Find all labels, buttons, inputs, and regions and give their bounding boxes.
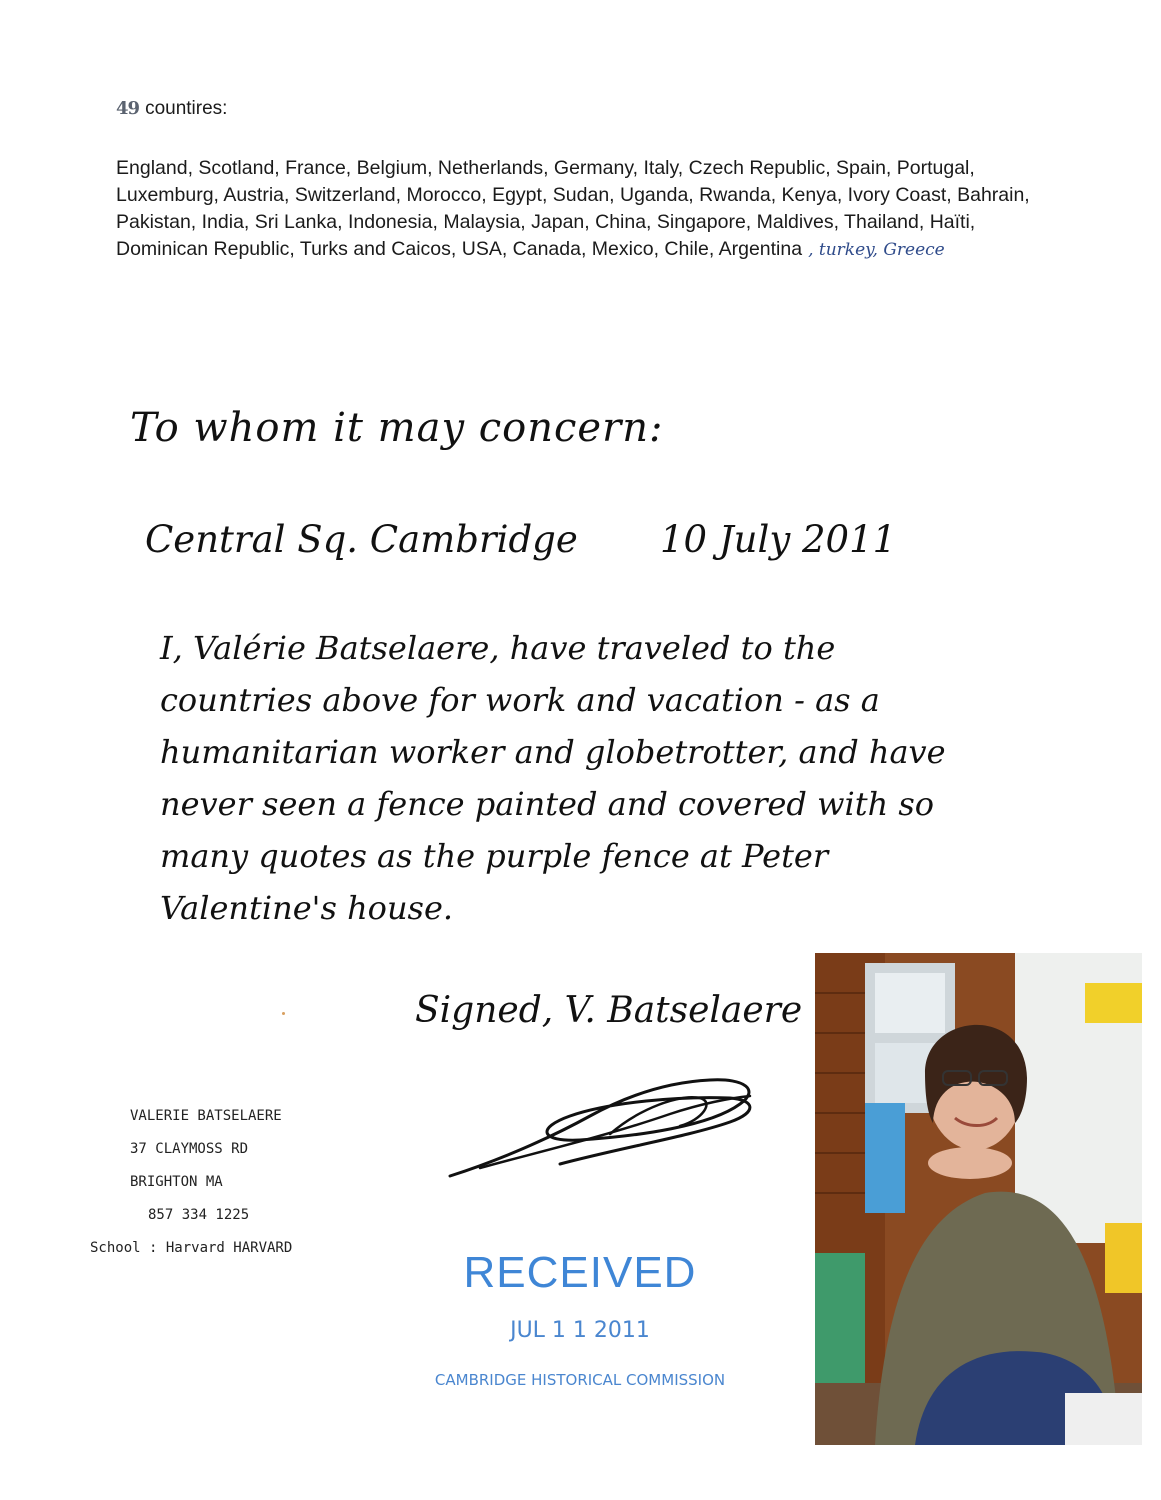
portrait-photo-illustration [815,953,1142,1445]
contact-school: School : Harvard HARVARD [90,1240,293,1256]
letter-signed: Signed, V. Batselaere [415,990,803,1031]
country-count-label: countires: [145,98,228,119]
letter-date: 10 July 2011 [660,518,897,561]
contact-block [90,1108,292,1273]
contact-city: BRIGHTON MA [130,1174,223,1190]
contact-phone: 857 334 1225 [148,1207,250,1223]
stamp-title: RECEIVED [463,1248,697,1297]
portrait-photo [815,953,1142,1445]
received-stamp [420,1248,740,1389]
country-list-typed: England, Scotland, France, Belgium, Netherlands, Germany, Italy, Czech Republic, Spain, Portugal, Luxemburg, Austria, Switzerland, Morocco, Egypt, Sudan, Uganda, Rwanda, Kenya, Ivory Coast, Bahrain, Pakistan, India, Sri Lanka, Indonesia, Malaysia, Japan, China, Singapore, Maldives, Thailand, Haïti, Dominican Republic, Turks and Caicos, USA, Canada, Mexico, Chile, Argentina [116,157,1030,260]
stamp-organization: CAMBRIDGE HISTORICAL COMMISSION [434,1371,726,1389]
letter-place: Central Sq. Cambridge [145,518,578,561]
country-list [116,155,1036,264]
letter-body: I, Valérie Batselaere, have traveled to the countries above for work and vacation - as a humanitarian worker and globetrotter, and have never seen a fence painted and covered with so many quotes as the purple fence at Peter Valentine's house. [160,629,946,927]
ink-speck [282,1012,285,1015]
contact-name: VALERIE BATSELAERE [130,1108,282,1124]
country-list-handwritten-addition: , turkey, Greece [808,240,945,260]
country-count: 49 [116,98,140,119]
handwritten-signature [440,1068,770,1188]
contact-street: 37 CLAYMOSS RD [130,1141,249,1157]
stamp-date: JUL 1 1 2011 [510,1318,650,1343]
country-count-heading [116,98,227,120]
letter-greeting: To whom it may concern: [130,405,664,451]
